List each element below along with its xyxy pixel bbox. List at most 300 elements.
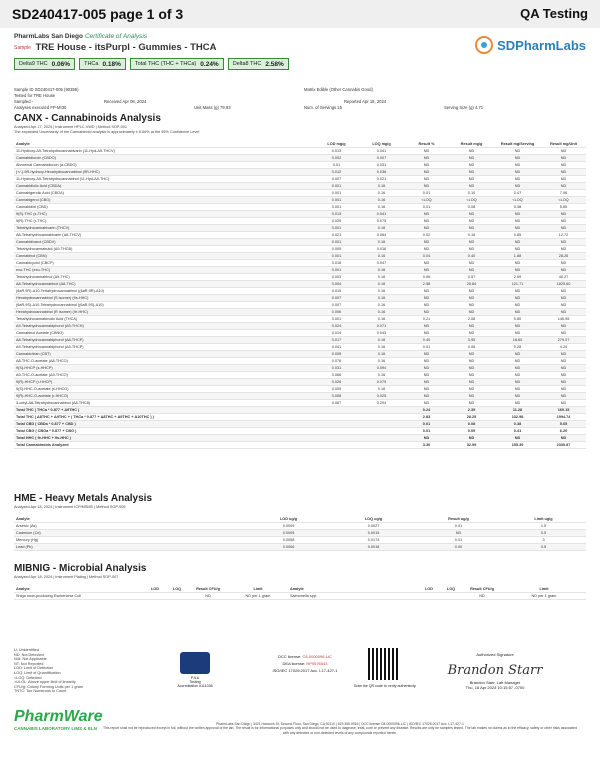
licenses	[260, 653, 350, 674]
table-cell: Mercury (Hg)	[14, 536, 246, 543]
table-cell: 0.031	[359, 161, 404, 168]
table-cell: ND	[404, 371, 449, 378]
table-cell: 0.036	[359, 168, 404, 175]
logo-text: SDPharmLabs	[497, 37, 586, 53]
table-cell: Salmonella spp.	[288, 592, 418, 599]
table-cell: 0.38	[494, 203, 541, 210]
table-cell: ND	[494, 399, 541, 406]
table-cell: Cannabidiol (CBD)	[14, 203, 314, 210]
table-cell: ND	[541, 350, 586, 357]
analyte-row	[14, 175, 586, 182]
table-cell: ND	[541, 182, 586, 189]
analyte-row	[14, 189, 586, 196]
table-cell	[359, 406, 404, 413]
table-cell: 0.007	[314, 175, 359, 182]
analyte-row	[14, 322, 586, 329]
doc-type: Certificate of Analysis	[84, 33, 148, 40]
kpi-value: 0.24%	[200, 60, 219, 68]
table-cell: 9(R)-HHC-O-acetate (r-HHCO)	[14, 392, 314, 399]
table-cell: 0.16	[359, 357, 404, 364]
table-cell: ND	[404, 217, 449, 224]
table-cell: 32.99	[449, 441, 494, 448]
table-cell: ND	[494, 245, 541, 252]
analyte-row	[14, 252, 586, 259]
column-header: LOQ	[166, 581, 188, 592]
table-cell: ND	[494, 287, 541, 294]
table-cell: 0.01	[404, 427, 449, 434]
table-cell: Total Cannabinoids Analyzed	[14, 441, 314, 448]
table-cell: ND	[494, 154, 541, 161]
table-cell: 9(S)-HHC-O-acetate (s-HHCO)	[14, 385, 314, 392]
table-cell: ND	[449, 378, 494, 385]
table-cell: 0.16	[359, 280, 404, 287]
table-cell: ND	[541, 217, 586, 224]
total-row	[14, 434, 586, 441]
table-cell	[314, 420, 359, 427]
microbe-row	[14, 592, 586, 599]
table-cell: ND per 1 gram	[502, 592, 586, 599]
canx-sub1: Analyzed Apr 17, 2024 | Instrument HPLC-VWD | Method SOP-001	[14, 125, 127, 129]
analyte-row	[14, 161, 586, 168]
table-cell: Δ8-THC-O-acetate (Δ8-THCO)	[14, 357, 314, 364]
table-cell: 0.10	[449, 189, 494, 196]
table-cell: ND	[449, 217, 494, 224]
table-cell: ND	[494, 322, 541, 329]
table-cell: ND	[449, 301, 494, 308]
footer-address: PharmLabs San Diego | 3421 Hancock St, Second Floor, San Diego, CA 92110 | 619.356.0916 | DCC license C8-0000096-LIC | ISO/IEC 17025:2017 Acc. L17-427-1	[216, 722, 464, 726]
table-cell: ND	[494, 182, 541, 189]
legend-item: U: Unidentified	[14, 648, 39, 652]
column-header: Result %	[404, 136, 449, 147]
column-header: LOD	[418, 581, 440, 592]
table-cell: Hexahydrocannabinol (S isomer) (9s-HHC)	[14, 294, 314, 301]
analyte-row	[14, 294, 586, 301]
table-cell: Hexahydrocannabinol (R isomer) (9r-HHC)	[14, 308, 314, 315]
table-cell: 0.041	[314, 343, 359, 350]
table-cell: 0.16	[359, 308, 404, 315]
table-cell: 0.013	[314, 147, 359, 154]
table-cell: 0.001	[314, 238, 359, 245]
sample-heading	[14, 42, 217, 53]
total-row	[14, 413, 586, 420]
table-cell: Lead (Pb)	[14, 543, 246, 550]
table-cell: 0.01	[404, 343, 449, 350]
table-cell: ND	[188, 592, 228, 599]
meta-matrix: Matrix Edible (Other Cannabis Good)	[304, 87, 373, 92]
qr-code-icon[interactable]	[368, 648, 400, 680]
table-cell	[166, 592, 188, 599]
heavy-metals-table	[14, 511, 586, 551]
table-cell: 146.95	[541, 315, 586, 322]
table-cell: 0.001	[314, 252, 359, 259]
table-cell: 0.16	[359, 196, 404, 203]
table-cell: Cannabigerolic Acid (CBGA)	[14, 189, 314, 196]
table-cell: 0.01	[416, 522, 501, 529]
table-cell: 0.16	[359, 336, 404, 343]
analyte-row	[14, 224, 586, 231]
dcc-label: DCC license:	[277, 654, 302, 659]
table-cell: 0.16	[359, 238, 404, 245]
table-cell: ND	[449, 350, 494, 357]
table-cell: <LOQ	[494, 196, 541, 203]
cannabinoids-table	[14, 136, 586, 449]
table-cell: 3.95	[449, 336, 494, 343]
signature-date: Thu, 18 Apr 2024 10:15:57 -0700	[465, 685, 525, 690]
lab-name: PharmLabs San Diego	[14, 33, 83, 40]
meta-received: Received Apr 08, 2024	[104, 99, 147, 104]
table-cell: 0.01	[314, 161, 359, 168]
table-cell: ND	[404, 168, 449, 175]
table-cell: 279.07	[541, 336, 586, 343]
table-cell: ND	[404, 154, 449, 161]
table-cell: ND	[541, 259, 586, 266]
table-cell: 0.47	[494, 189, 541, 196]
table-cell: (6aR,9R)-Δ10-Tetrahydrocannabinol ((6aR,9R)-Δ10)	[14, 287, 314, 294]
table-cell: ND	[404, 385, 449, 392]
table-cell: 0.017	[314, 336, 359, 343]
pharmware-name: PharmWare	[14, 708, 103, 725]
kpi-label: THCa	[84, 61, 99, 67]
table-cell: 0.28	[494, 343, 541, 350]
column-header: Limit	[502, 581, 586, 592]
table-cell: ND	[404, 224, 449, 231]
total-row	[14, 441, 586, 448]
table-cell: 0.004	[314, 280, 359, 287]
pjla-name: PJLA	[190, 676, 200, 680]
table-cell: ND	[404, 322, 449, 329]
table-cell: (+/-)-9R-hydroxy-Hexahydrocannabinol (9R-HHC)	[14, 168, 314, 175]
table-cell: ND	[449, 224, 494, 231]
table-cell: Cadmium (Cd)	[14, 529, 246, 536]
table-cell: 0.16	[359, 189, 404, 196]
table-cell: 0.0005	[246, 529, 331, 536]
table-cell: ND	[541, 245, 586, 252]
sample-meta	[14, 87, 586, 111]
table-cell: 0.41	[494, 427, 541, 434]
dea-label: DEA license:	[282, 661, 306, 666]
table-cell: ND	[449, 245, 494, 252]
table-cell: 0.16	[359, 315, 404, 322]
table-cell: 0.16	[359, 224, 404, 231]
table-cell: ND	[404, 329, 449, 336]
column-header: LOQ	[440, 581, 462, 592]
table-cell: 0.076	[314, 357, 359, 364]
table-cell: ND	[404, 392, 449, 399]
table-cell: 6.20	[541, 427, 586, 434]
meta-analyses: Analyses executed FP-MI30	[14, 105, 67, 110]
table-cell: 0.002	[314, 154, 359, 161]
footer	[100, 722, 580, 735]
table-cell: 0.40	[449, 252, 494, 259]
table-cell: Cannabicitran (CBT)	[14, 350, 314, 357]
table-cell: 9(S)-HHCP (s-HHCP)	[14, 364, 314, 371]
table-cell: 0.0015	[331, 529, 416, 536]
metal-row	[14, 543, 586, 550]
meta-tested-for: Tested for TRE House	[14, 93, 56, 98]
table-cell: ND	[449, 238, 494, 245]
table-cell	[359, 420, 404, 427]
kpi-badge	[14, 58, 75, 70]
table-cell: ND	[541, 329, 586, 336]
table-cell: 7.06	[541, 189, 586, 196]
table-cell: ND	[494, 210, 541, 217]
dcc-license: C8-0000096-LIC	[302, 654, 333, 659]
table-cell: 0.0018	[331, 543, 416, 550]
abbreviation-legend	[14, 648, 83, 694]
table-cell: 0.012	[314, 168, 359, 175]
kpi-badge	[228, 58, 289, 70]
meta-serving-size: Serving Size (g) 4.71	[444, 105, 484, 110]
table-cell: ND	[494, 301, 541, 308]
qr-label: Scan the QR code to verify authenticity.	[353, 684, 417, 688]
signature-header: Authorized Signature	[476, 652, 514, 657]
table-cell: 28.25	[449, 413, 494, 420]
table-cell: ND	[449, 357, 494, 364]
table-cell: 11-Hydroxy-Δ9-Tetrahydrocannabivarin (11-Hyd-Δ9-THCV)	[14, 147, 314, 154]
legend-item: TNTC: Too Numerous to Count	[14, 689, 67, 694]
table-cell	[359, 427, 404, 434]
sample-name: TRE House - itsPurpl - Gummies - THCA	[35, 42, 217, 53]
signer-name: Brandon Starr, Lab Manager	[469, 680, 521, 685]
table-cell: 0.16	[359, 203, 404, 210]
table-cell: ND	[404, 364, 449, 371]
table-cell: ND	[404, 210, 449, 217]
total-row	[14, 406, 586, 413]
table-cell: 0.007	[359, 154, 404, 161]
footer-disclaimer: This report shall not be reproduced except in full, without the written approval of the lab. The result is for informational purposes only and should not be used to diagnose, treat, cure or prevent any disease. Results are only for samples tested. The lab makes no claims as to the efficacy, safety or other risks associated with any detected or non-detected levels of any compounds reported herein.	[103, 726, 577, 735]
table-cell: 0.021	[359, 175, 404, 182]
table-cell: 0.01	[404, 420, 449, 427]
table-cell: Cannabidiorcin (CBDO)	[14, 154, 314, 161]
table-cell: Abnormal Cannabidiorcin (a-CBDO)	[14, 161, 314, 168]
table-cell: Total CBG ( CBGa * 0.877 + CBG )	[14, 427, 314, 434]
table-cell: ND	[494, 294, 541, 301]
table-cell: ND	[449, 168, 494, 175]
table-cell: 0.013	[314, 210, 359, 217]
table-cell: ND	[494, 238, 541, 245]
table-cell: Tetrahydrocannabinolic Acid (THCA)	[14, 315, 314, 322]
column-header: Analyte	[14, 136, 314, 147]
column-header: LOD	[144, 581, 166, 592]
legend-item: >ULOL: Above upper limit of linearity	[14, 680, 76, 685]
table-cell: ND	[404, 357, 449, 364]
kpi-label: Total THC (THC + THCa)	[134, 61, 197, 67]
analyte-row	[14, 217, 586, 224]
table-cell: ND	[541, 399, 586, 406]
table-cell	[314, 441, 359, 448]
table-cell: 0.16	[359, 182, 404, 189]
table-cell: ND	[541, 357, 586, 364]
table-cell: 2.83	[404, 413, 449, 420]
table-cell: ND	[404, 147, 449, 154]
table-cell: ND	[449, 287, 494, 294]
table-cell: ND	[541, 434, 586, 441]
analyte-row	[14, 203, 586, 210]
analyte-row	[14, 273, 586, 280]
table-cell: ND	[449, 385, 494, 392]
column-header: Result mg/g	[449, 136, 494, 147]
table-cell: ND	[449, 434, 494, 441]
table-cell: ND	[416, 529, 501, 536]
table-cell: ND	[404, 259, 449, 266]
table-cell: <LOQ	[541, 196, 586, 203]
table-cell: 0.16	[359, 385, 404, 392]
analyte-row	[14, 357, 586, 364]
table-cell: ND	[494, 147, 541, 154]
table-cell: ND	[494, 364, 541, 371]
hme-title: HME - Heavy Metals Analysis	[14, 493, 153, 504]
table-cell: 0.015	[314, 287, 359, 294]
table-cell: 0.007	[314, 294, 359, 301]
table-cell: 0.5	[501, 529, 586, 536]
table-cell: ND	[541, 147, 586, 154]
table-cell: ND	[449, 371, 494, 378]
table-cell: 0.16	[359, 294, 404, 301]
table-cell: ND	[541, 238, 586, 245]
total-row	[14, 427, 586, 434]
table-cell: 0.16	[359, 371, 404, 378]
analyte-row	[14, 259, 586, 266]
table-cell: Cannabinol (CBN)	[14, 252, 314, 259]
table-cell: 0.047	[359, 259, 404, 266]
table-cell: ND	[541, 371, 586, 378]
table-cell: ND	[494, 175, 541, 182]
analyte-row	[14, 245, 586, 252]
metal-row	[14, 529, 586, 536]
analyte-row	[14, 392, 586, 399]
pharmware-logo	[14, 708, 103, 731]
metal-row	[14, 536, 586, 543]
table-cell	[314, 413, 359, 420]
table-cell: 0.008	[314, 392, 359, 399]
table-cell: ND	[541, 364, 586, 371]
table-cell: 0.006	[314, 308, 359, 315]
legend-item: <LOQ: Detected	[14, 675, 42, 680]
analyte-row	[14, 196, 586, 203]
table-cell: ND	[404, 238, 449, 245]
table-cell: ND	[494, 266, 541, 273]
legend-item: LOQ: Limit of Quantification	[14, 670, 61, 675]
table-cell: ND	[541, 378, 586, 385]
analyte-row	[14, 378, 586, 385]
pjla-badge	[175, 652, 215, 688]
table-cell: 155.39	[494, 441, 541, 448]
table-cell: ND	[449, 147, 494, 154]
pharmware-tagline: CANNABIS LABORATORY LIMS & ELN	[14, 726, 97, 731]
table-cell: ND	[494, 168, 541, 175]
table-cell: 25.84	[449, 280, 494, 287]
table-cell: ND	[404, 175, 449, 182]
table-cell: ND	[494, 259, 541, 266]
kpi-value: 0.18%	[102, 60, 121, 68]
table-cell: 0.09	[449, 427, 494, 434]
table-cell: 0.024	[314, 322, 359, 329]
table-cell: 0.16	[359, 343, 404, 350]
analyte-row	[14, 308, 586, 315]
table-cell: 0.21	[404, 315, 449, 322]
table-cell: ND	[541, 266, 586, 273]
sample-tag: Sample	[14, 44, 31, 51]
table-cell: 0.041	[359, 147, 404, 154]
table-cell: ND	[541, 168, 586, 175]
metal-row	[14, 522, 586, 529]
table-cell: ND	[541, 308, 586, 315]
analyte-row	[14, 238, 586, 245]
analyte-row	[14, 315, 586, 322]
table-cell: 1825.60	[541, 280, 586, 287]
table-cell: 0.001	[314, 182, 359, 189]
brand-label: QA Testing	[520, 6, 588, 21]
meta-reported: Reported Apr 18, 2024	[344, 99, 387, 104]
table-cell: 0.079	[359, 378, 404, 385]
table-cell: 0.04	[404, 252, 449, 259]
table-cell: ND	[404, 308, 449, 315]
table-cell: 0.025	[359, 392, 404, 399]
analyte-row	[14, 336, 586, 343]
table-cell	[418, 592, 440, 599]
table-cell: 0.001	[314, 315, 359, 322]
kpi-label: Delta8 THC	[232, 61, 262, 67]
table-cell: 0.0027	[331, 522, 416, 529]
table-cell: ND	[494, 385, 541, 392]
page-header	[0, 0, 600, 28]
table-cell: 0.001	[314, 266, 359, 273]
table-cell: 11-Hydroxy-Δ9-Tetrahydrocannabinol (11-Hyd-Δ9-THC)	[14, 175, 314, 182]
pjla-sub: Testing	[189, 680, 201, 684]
table-cell: 0.0009	[246, 522, 331, 529]
kpi-row	[14, 58, 289, 70]
table-cell: 0.85	[494, 231, 541, 238]
logo-mark-icon	[475, 36, 493, 54]
analyte-row	[14, 350, 586, 357]
table-cell: ND	[404, 350, 449, 357]
column-header: Result ug/g	[416, 511, 501, 522]
table-cell: 12.72	[541, 231, 586, 238]
analyte-row	[14, 329, 586, 336]
table-cell: 0.016	[314, 259, 359, 266]
table-cell: 0.16	[359, 273, 404, 280]
table-cell: 0.025	[314, 217, 359, 224]
table-cell: 3.30	[404, 441, 449, 448]
table-cell: 2.39	[449, 406, 494, 413]
table-cell: ND	[449, 329, 494, 336]
table-cell: Δ8-Tetrahydrocannabiphorol (Δ8-THCP)	[14, 336, 314, 343]
table-cell: ND	[494, 434, 541, 441]
table-cell	[314, 427, 359, 434]
table-cell: ND	[404, 245, 449, 252]
table-cell: Cannabinol Acetate (CBNO)	[14, 329, 314, 336]
table-cell: 0.16	[359, 287, 404, 294]
table-cell	[144, 592, 166, 599]
hme-sub: Analyzed Apr 18, 2024 | Instrument ICP/MSMS | Method SOP-005	[14, 505, 126, 509]
table-cell: ND	[449, 392, 494, 399]
table-cell: 11.28	[494, 406, 541, 413]
kpi-label: Delta9 THC	[19, 61, 48, 67]
table-cell: Cannabidiolic Acid (CBDA)	[14, 182, 314, 189]
table-cell: ND	[541, 175, 586, 182]
table-cell: Total HHC ( 9r-HHC + 9s-HHC )	[14, 434, 314, 441]
meta-servings: Num. of Servings 15	[304, 105, 342, 110]
kpi-badge	[79, 58, 126, 70]
table-cell: ND	[494, 378, 541, 385]
column-header: Limit ug/g	[501, 511, 586, 522]
table-cell: ND	[449, 364, 494, 371]
table-cell: ND	[541, 154, 586, 161]
table-cell: 0.16	[359, 301, 404, 308]
table-cell: 0.001	[314, 196, 359, 203]
table-cell: 2.08	[449, 315, 494, 322]
sdpharmlabs-logo	[475, 36, 586, 54]
